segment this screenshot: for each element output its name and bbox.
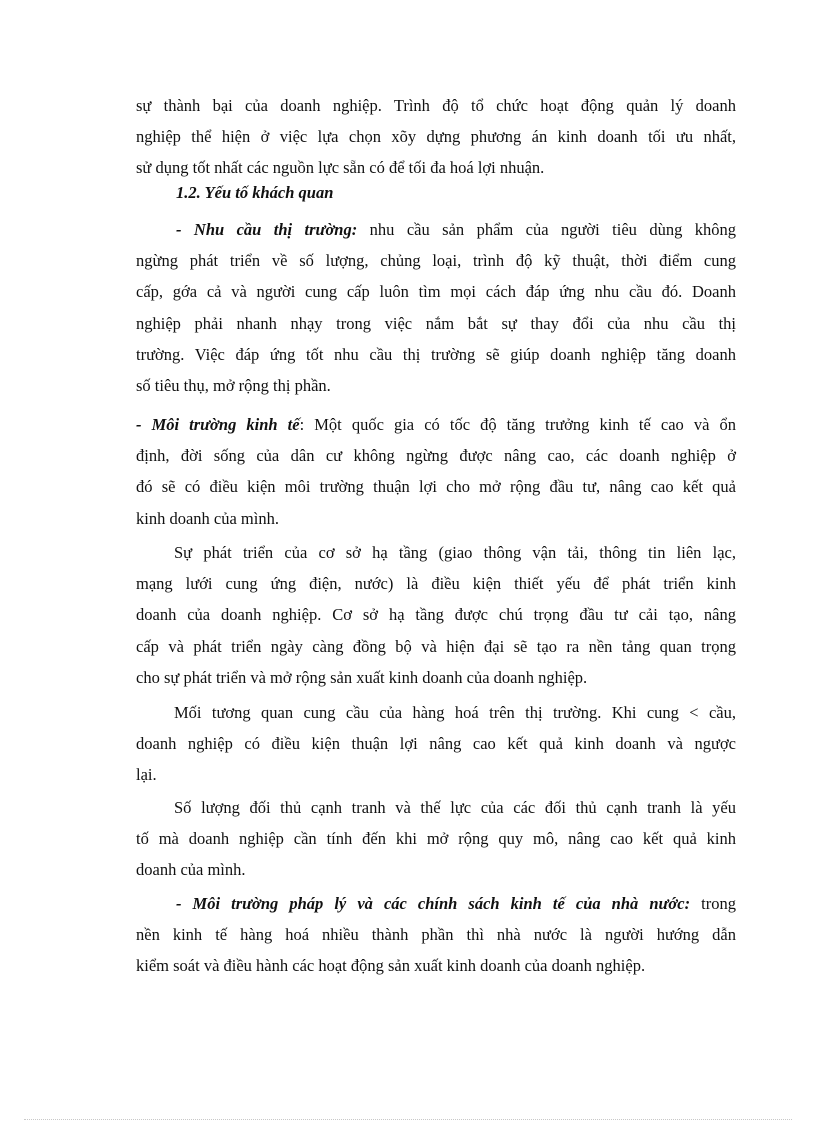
section-heading: 1.2. Yếu tố khách quan (176, 183, 334, 202)
text-line: doanh của doanh nghiệp. Cơ sở hạ tầng được chú trọng đầu tư cải tạo, nâng (136, 605, 736, 625)
text-line: số tiêu thụ, mở rộng thị phần. (136, 376, 331, 396)
page-bottom-divider (24, 1119, 792, 1120)
paragraph-moi-truong-kinh-te (136, 409, 736, 534)
text-line: cấp và phát triển ngày càng đồng bộ và hiện đại sẽ tạo ra nền tảng quan trọng (136, 636, 736, 656)
text-line: doanh của mình. (136, 860, 246, 880)
text-line: Số lượng đối thủ cạnh tranh và thế lực của các đối thủ cạnh tranh là yếu (174, 798, 736, 817)
term-label: - Môi trường pháp lý và các chính sách kinh tế của nhà nước: (176, 894, 691, 913)
text-line: nghiệp thể hiện ở việc lựa chọn xõy dựng phương án kinh doanh tối ưu nhất, (136, 127, 736, 147)
text-line: lại. (136, 765, 157, 785)
paragraph-cung-cau (136, 697, 736, 791)
paragraph-co-so-ha-tang (136, 537, 736, 693)
paragraph-doi-thu (136, 792, 736, 886)
text-line: trường. Việc đáp ứng tốt nhu cầu thị trường sẽ giúp doanh nghiệp tăng doanh (136, 344, 736, 364)
text-line: tố mà doanh nghiệp cần tính đến khi mở rộng quy mô, nâng cao kết quả kinh (136, 829, 736, 849)
text-line: cấp, gớa cả và người cung cấp luôn tìm mọi cách đáp ứng nhu cầu đó. Doanh (136, 282, 736, 302)
text-line: kinh doanh của mình. (136, 508, 279, 528)
paragraph-phap-ly (136, 888, 736, 982)
text-line: nghiệp phải nhanh nhạy trong việc nắm bắt sự thay đổi của nhu cầu thị (136, 313, 736, 333)
term-label: - Môi trường kinh tế (136, 415, 300, 434)
paragraph-intro (136, 90, 736, 184)
text-line: Sự phát triển của cơ sở hạ tầng (giao thông vận tải, thông tin liên lạc, (174, 543, 736, 562)
text-fragment: : Một quốc gia có tốc độ tăng trưởng kinh tế cao và ổn (299, 415, 736, 434)
text-line: cho sự phát triển và mở rộng sản xuất kinh doanh của doanh nghiệp. (136, 667, 588, 687)
text-line: sử dụng tốt nhất các nguồn lực sẵn có để tối đa hoá lợi nhuận. (136, 158, 545, 178)
paragraph-nhu-cau-thi-truong (136, 214, 736, 401)
text-fragment: nhu cầu sản phẩm của người tiêu dùng không (357, 220, 736, 239)
text-line: nền kinh tế hàng hoá nhiều thành phần thì nhà nước là người hướng dẫn (136, 925, 736, 945)
text-line (136, 409, 736, 440)
text-line: Mối tương quan cung cầu của hàng hoá trên thị trường. Khi cung < cầu, (174, 703, 736, 722)
text-line (136, 214, 736, 245)
text-line: đó sẽ có điều kiện môi trường thuận lợi cho mở rộng đầu tư, nâng cao kết quả (136, 477, 736, 497)
text-line: kiểm soát và điều hành các hoạt động sản xuất kinh doanh của doanh nghiệp. (136, 956, 646, 976)
text-line: định, đời sống của dân cư không ngừng được nâng cao, các doanh nghiệp ở (136, 446, 736, 466)
text-line (136, 888, 736, 919)
text-line: sự thành bại của doanh nghiệp. Trình độ tổ chức hoạt động quản lý doanh (136, 96, 736, 115)
text-fragment: trong (690, 894, 736, 913)
text-line: ngừng phát triển về số lượng, chủng loại, trình độ kỹ thuật, thời điểm cung (136, 251, 736, 271)
term-label: - Nhu cầu thị trường: (176, 220, 358, 239)
text-line: mạng lưới cung ứng điện, nước) là điều kiện thiết yếu để phát triển kinh (136, 574, 736, 594)
text-line: doanh nghiệp có điều kiện thuận lợi nâng cao kết quả kinh doanh và ngược (136, 734, 736, 754)
